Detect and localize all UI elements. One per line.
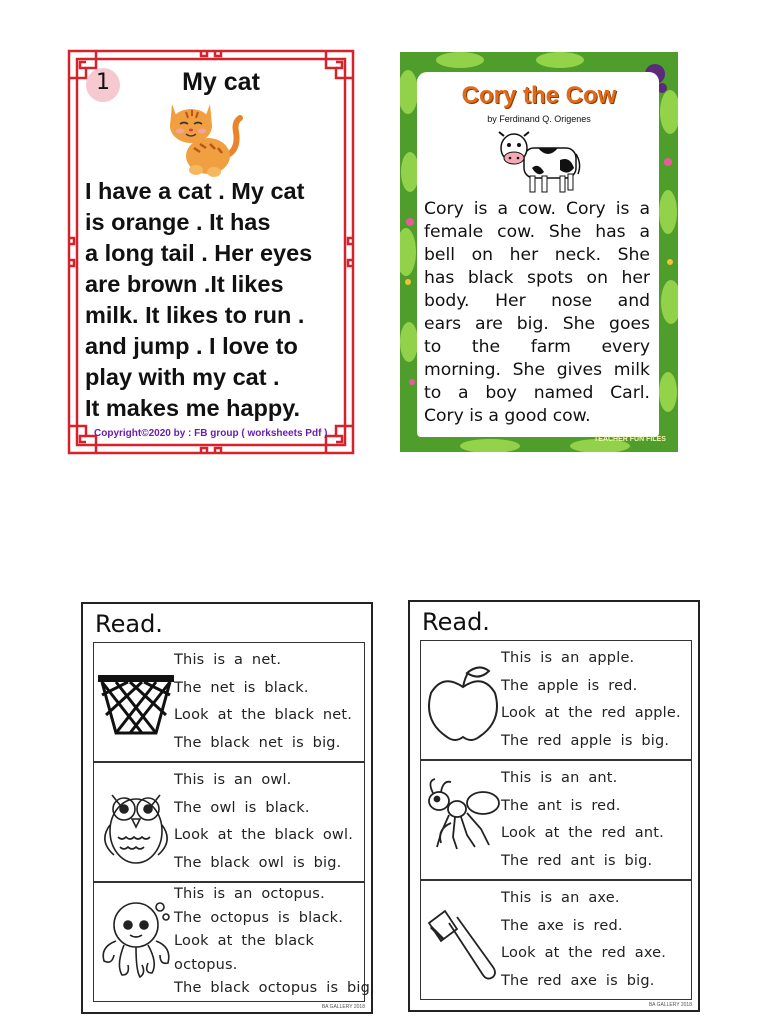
reading-line: This is an octopus.	[174, 886, 325, 902]
story-line: body. Her nose and	[424, 291, 650, 311]
reading-line: Look at the red axe.	[501, 945, 667, 961]
card-title: My cat	[182, 68, 260, 96]
reading-line: The axe is red.	[501, 917, 623, 934]
story-line: ears are big. She goes	[424, 314, 650, 334]
reading-line: The owl is black.	[174, 799, 310, 816]
story-line: It makes me happy.	[85, 395, 301, 421]
reading-line: Look at the black	[174, 933, 315, 949]
story-line: and jump . I love to	[85, 333, 298, 359]
owl-picture	[96, 775, 176, 871]
story-line: female cow. She has a	[424, 222, 650, 242]
orange-cat-illustration	[166, 96, 244, 180]
story-line: a long tail . Her eyes	[85, 240, 313, 266]
reading-line: octopus.	[174, 956, 238, 973]
octopus-picture	[96, 895, 176, 991]
reading-line: The red apple is big.	[501, 732, 670, 749]
copyright-text: Copyright©2020 by : FB group ( worksheets Pdf )	[94, 428, 328, 439]
reading-line: The black owl is big.	[174, 854, 342, 871]
story-line: bell on her neck. She	[424, 245, 650, 265]
reading-row	[420, 760, 692, 880]
reading-row	[93, 642, 365, 762]
cow-illustration	[498, 130, 584, 196]
reading-line: Look at the red ant.	[501, 825, 664, 841]
reading-line: The red ant is big.	[501, 852, 653, 869]
axe-picture	[423, 893, 503, 989]
reading-line: Look at the black net.	[174, 707, 353, 723]
story-line: to a boy named Carl.	[424, 383, 650, 403]
worksheet-title: Read.	[422, 608, 490, 636]
read-worksheet-black	[81, 602, 373, 1014]
reading-line: This is an apple.	[501, 650, 635, 666]
reading-row	[93, 882, 375, 1002]
reading-line: This is a net.	[174, 652, 282, 668]
story-line: to the farm every	[424, 337, 650, 357]
cory-the-cow-card	[400, 52, 678, 452]
reading-line: Look at the black owl.	[174, 827, 354, 843]
read-worksheet-red	[408, 600, 700, 1012]
story-line: Cory is a good cow.	[424, 406, 591, 426]
reading-line: This is an ant.	[501, 770, 618, 786]
author-line: by Ferdinand Q. Origenes	[487, 114, 591, 124]
story-text	[424, 198, 650, 428]
story-line: is orange . It has	[85, 209, 271, 235]
worksheet-credit: BA GALLERY 2018	[321, 1004, 365, 1010]
reading-row	[93, 762, 365, 882]
reading-line: The octopus is black.	[174, 909, 344, 926]
worksheet-credit: BA GALLERY 2018	[648, 1002, 692, 1008]
reading-line: The black net is big.	[174, 734, 341, 751]
reading-line: This is an owl.	[174, 772, 292, 788]
reading-line: The apple is red.	[501, 677, 638, 694]
card-number: 1	[96, 70, 110, 95]
ant-picture	[423, 773, 503, 869]
story-line: Cory is a cow. Cory is a	[424, 199, 650, 219]
basketball-net-picture	[96, 655, 176, 751]
story-text	[85, 176, 347, 424]
story-line: morning. She gives milk	[424, 360, 650, 380]
story-line: milk. It likes to run .	[85, 302, 305, 328]
reading-line: This is an axe.	[501, 890, 620, 906]
reading-row	[420, 640, 692, 760]
reading-line: The ant is red.	[501, 797, 621, 814]
worksheet-title: Read.	[95, 610, 163, 638]
my-cat-card	[66, 48, 356, 456]
card-title: Cory the Cow	[461, 82, 617, 109]
reading-row	[420, 880, 692, 1000]
publisher-credit: TEACHER FUN FILES	[594, 436, 666, 443]
reading-line: The black octopus is big.	[174, 980, 375, 996]
reading-line: The net is black.	[174, 679, 309, 696]
reading-line: The red axe is big.	[501, 972, 655, 989]
story-line: play with my cat .	[85, 364, 280, 390]
story-line: I have a cat . My cat	[85, 178, 305, 204]
story-line: are brown .It likes	[85, 271, 284, 297]
story-line: has black spots on her	[424, 268, 650, 288]
apple-picture	[423, 653, 503, 749]
reading-line: Look at the red apple.	[501, 705, 681, 721]
